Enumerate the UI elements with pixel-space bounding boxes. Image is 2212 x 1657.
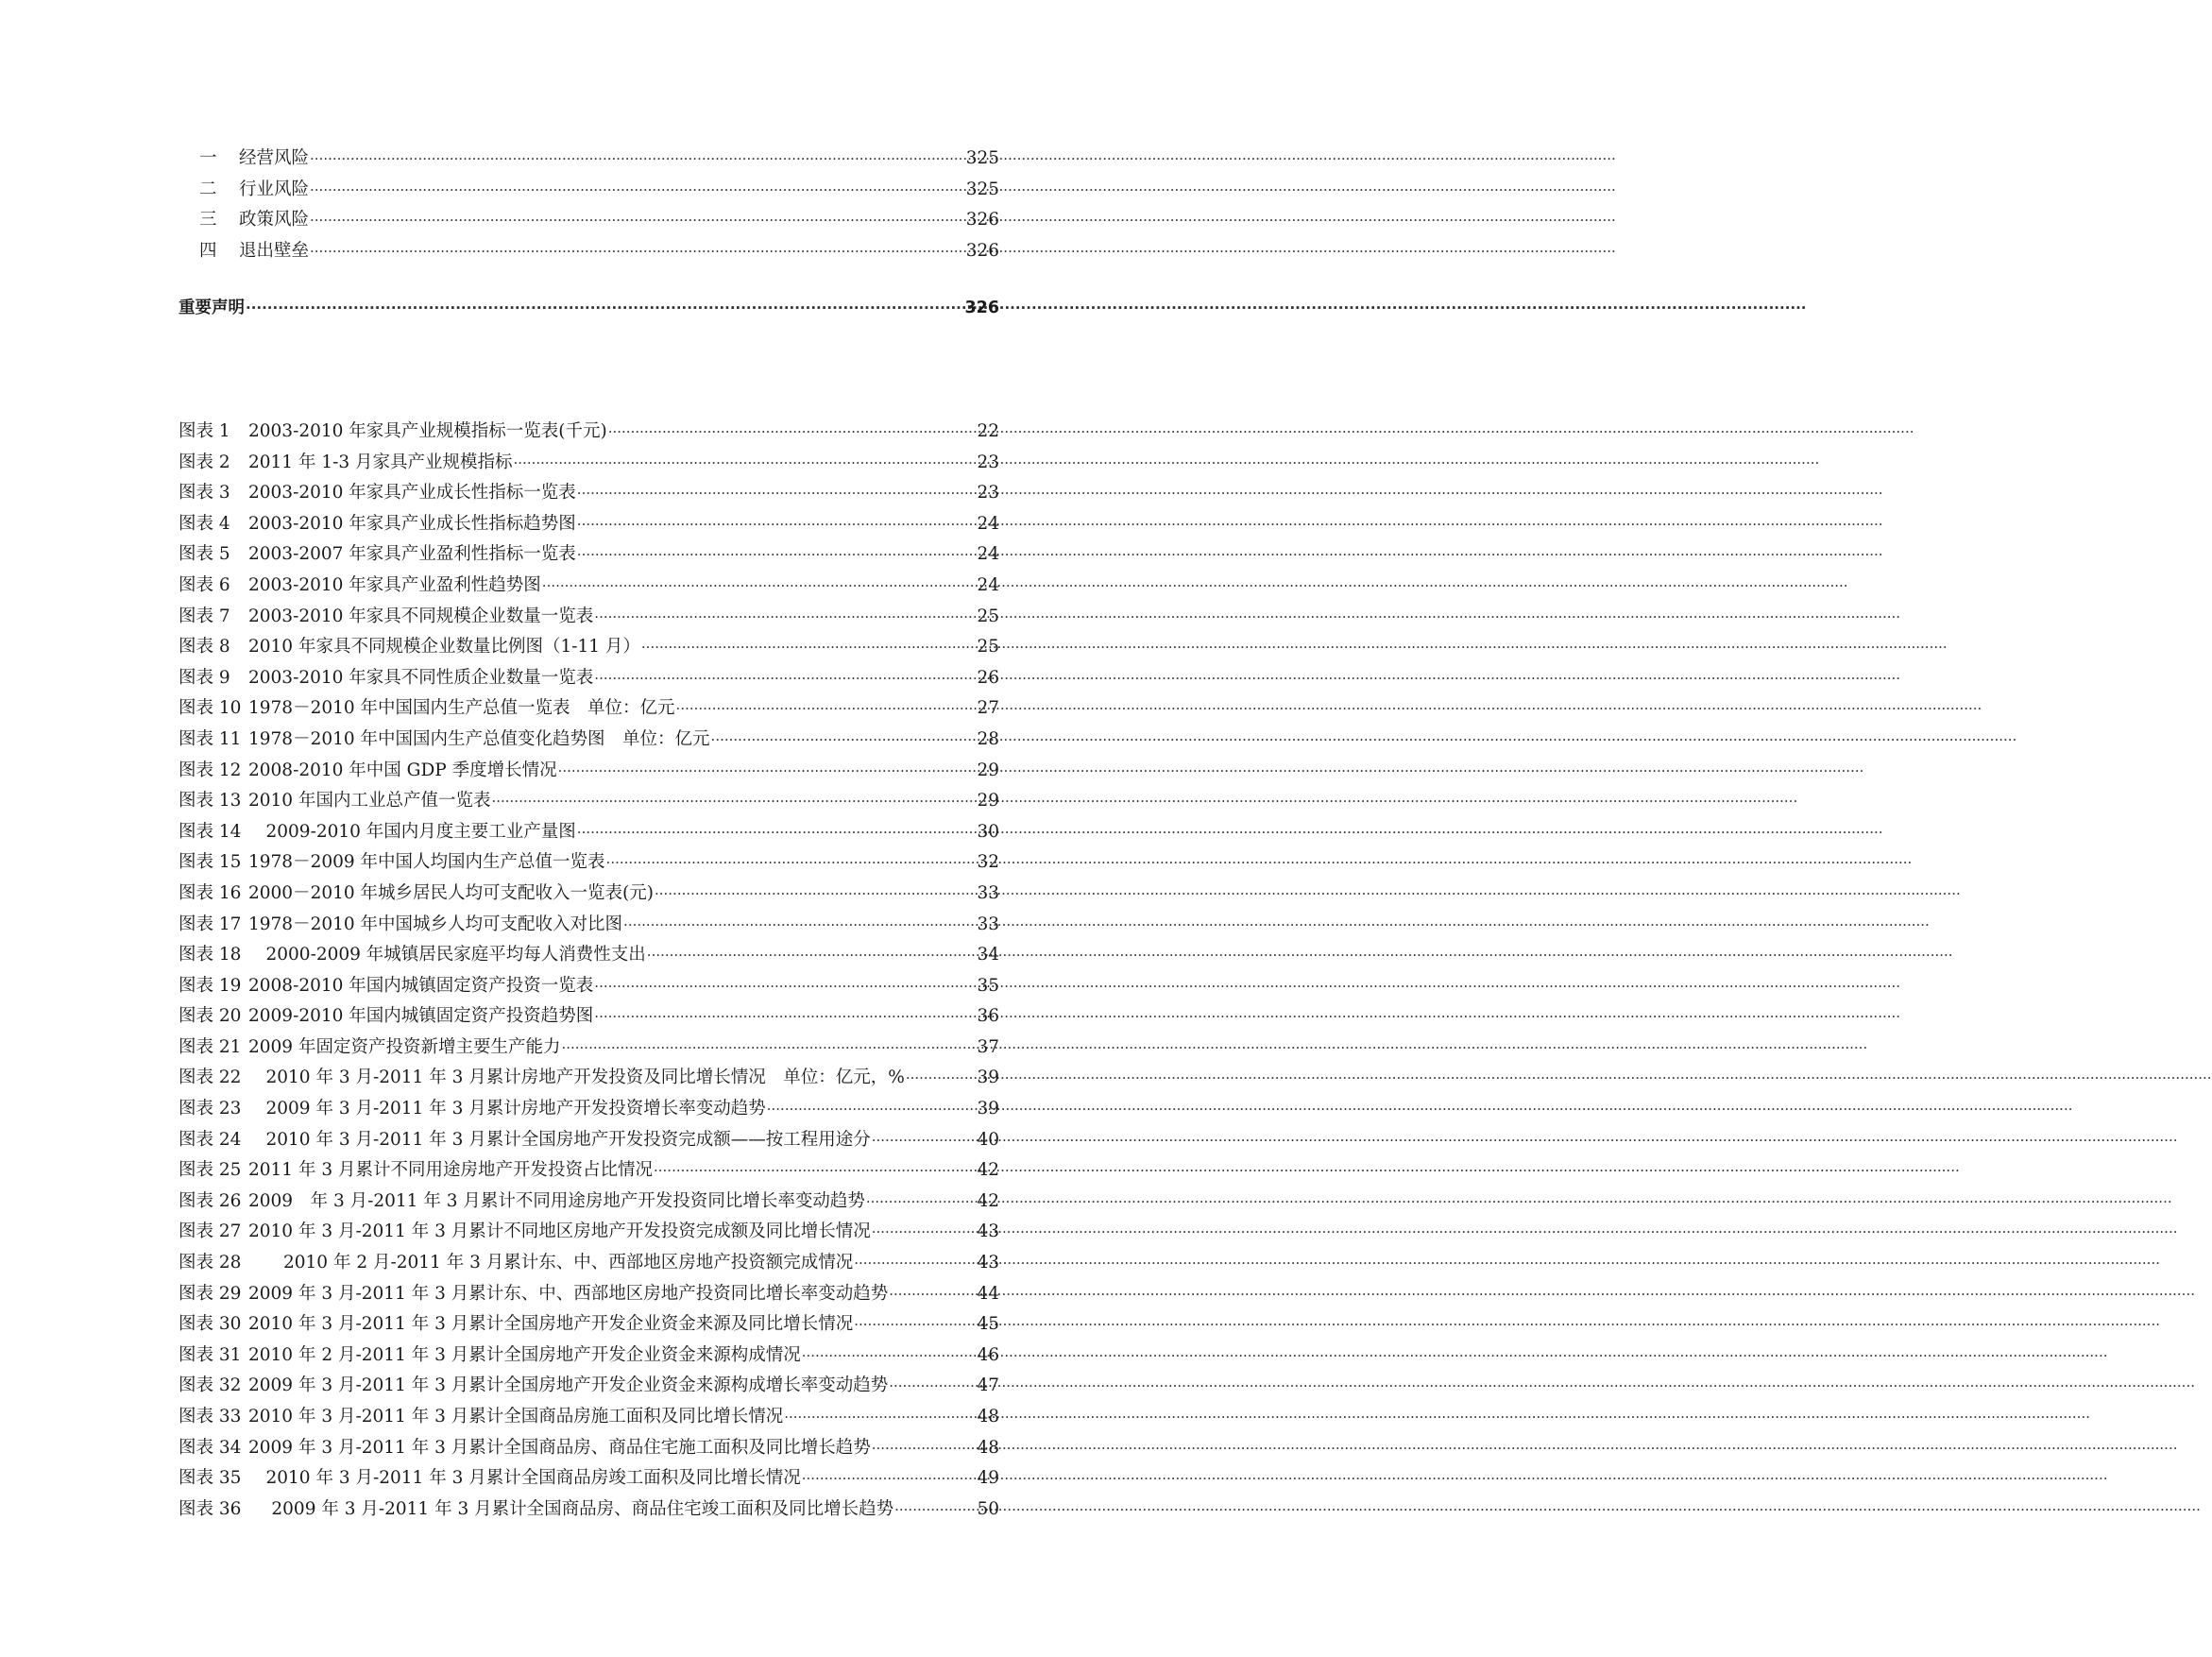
toc-entry-page: 29 xyxy=(977,791,999,811)
toc-entry-figure[interactable] xyxy=(179,417,999,448)
dot-leader xyxy=(594,1001,976,1033)
toc-entry-figure[interactable] xyxy=(179,1279,999,1310)
toc-entry-figure[interactable] xyxy=(179,509,999,540)
dot-leader xyxy=(310,236,965,267)
toc-entry-title: 退出壁垒 xyxy=(239,240,310,261)
toc-entry-page: 33 xyxy=(977,882,999,903)
toc-entry-page: 30 xyxy=(977,821,999,842)
dot-leader xyxy=(872,1433,977,1464)
toc-entry-number: 二 xyxy=(199,179,217,199)
toc-entry-title: 1978－2010 年中国国内生产总值变化趋势图 单位：亿元 xyxy=(248,728,710,749)
toc-entry-number: 图表 22 xyxy=(179,1068,242,1088)
toc-entry-page: 42 xyxy=(977,1190,999,1211)
toc-entry-number: 图表 11 xyxy=(179,728,242,749)
toc-entry-risk[interactable] xyxy=(179,144,999,175)
toc-entry-figure[interactable] xyxy=(179,448,999,479)
toc-entry-number: 图表 3 xyxy=(179,483,230,504)
toc-entry-page: 39 xyxy=(977,1068,999,1088)
dot-leader xyxy=(676,693,977,725)
toc-entry-title: 2000-2009 年城镇居民家庭平均每人消费性支出 xyxy=(248,945,646,965)
toc-entry-title: 2010 年 3 月-2011 年 3 月累计全国商品房竣工面积及同比增长情况 xyxy=(248,1468,801,1489)
toc-entry-title: 2010 年 3 月-2011 年 3 月累计全国房地产开发投资完成额——按工程用途分 xyxy=(248,1129,871,1150)
toc-entry-number: 图表 31 xyxy=(179,1344,242,1365)
toc-entry-figure[interactable] xyxy=(179,940,999,971)
dot-leader xyxy=(594,971,976,1002)
toc-entry-figure[interactable] xyxy=(179,1463,999,1495)
toc-entry-page: 50 xyxy=(977,1498,999,1519)
toc-entry-number: 图表 4 xyxy=(179,513,230,534)
dot-leader xyxy=(542,571,977,602)
toc-entry-number: 图表 9 xyxy=(179,667,230,688)
toc-entry-number: 一 xyxy=(199,148,217,168)
toc-entry-number: 图表 13 xyxy=(179,791,242,811)
toc-entry-page: 28 xyxy=(977,728,999,749)
toc-entry-page: 43 xyxy=(977,1253,999,1273)
toc-entry-page: 37 xyxy=(977,1036,999,1057)
toc-entry-page: 29 xyxy=(977,760,999,780)
toc-entry-figure[interactable] xyxy=(179,1187,999,1218)
dot-leader xyxy=(802,1341,977,1372)
toc-entry-page: 326 xyxy=(965,210,999,231)
toc-entry-title: 2009 年固定资产投资新增主要生产能力 xyxy=(248,1036,561,1057)
toc-entry-page: 24 xyxy=(977,513,999,534)
toc-entry-title: 经营风险 xyxy=(239,148,310,168)
toc-entry-number: 图表 28 xyxy=(179,1253,242,1273)
risk-section-toc xyxy=(179,144,999,266)
toc-entry-figure[interactable] xyxy=(179,571,999,602)
toc-entry-figure[interactable] xyxy=(179,663,999,694)
dot-leader xyxy=(606,847,977,879)
toc-entry-number: 图表 19 xyxy=(179,975,242,996)
toc-entry-page: 27 xyxy=(977,698,999,719)
toc-entry-page: 24 xyxy=(977,544,999,565)
toc-entry-title: 2009 年 3 月-2011 年 3 月累计房地产开发投资增长率变动趋势 xyxy=(248,1099,766,1119)
toc-entry-figure[interactable] xyxy=(179,756,999,787)
toc-entry-figure[interactable] xyxy=(179,1094,999,1125)
dot-leader xyxy=(558,756,977,787)
toc-entry-title: 2010 年 3 月-2011 年 3 月累计不同地区房地产开发投资完成额及同比增长情况 xyxy=(248,1221,871,1242)
toc-entry-figure[interactable] xyxy=(179,1033,999,1064)
toc-entry-figure[interactable] xyxy=(179,602,999,633)
toc-entry-title: 政策风险 xyxy=(239,210,310,231)
toc-entry-figure[interactable] xyxy=(179,1217,999,1248)
toc-entry-figure[interactable] xyxy=(179,1402,999,1433)
toc-entry-title: 行业风险 xyxy=(239,179,310,199)
toc-entry-title: 2009 年 3 月-2011 年 3 月累计全国商品房、商品住宅施工面积及同比增长趋势 xyxy=(248,1437,871,1458)
toc-entry-title: 2010 年国内工业总产值一览表 xyxy=(248,791,491,811)
toc-entry-page: 24 xyxy=(977,574,999,595)
toc-entry-title: 2008-2010 年国内城镇固定资产投资一览表 xyxy=(248,975,594,996)
toc-entry-page: 39 xyxy=(977,1099,999,1119)
toc-entry-title: 2010 年 2 月-2011 年 3 月累计全国房地产开发企业资金来源构成情况 xyxy=(248,1344,801,1365)
dot-leader xyxy=(577,509,977,540)
dot-leader xyxy=(854,1248,976,1279)
dot-leader xyxy=(872,1217,977,1248)
dot-leader xyxy=(866,1187,977,1218)
toc-entry-page: 326 xyxy=(965,240,999,261)
toc-entry-page: 45 xyxy=(977,1314,999,1335)
toc-entry-title: 1978－2010 年中国城乡人均可支配收入对比图 xyxy=(248,914,623,934)
toc-entry-number: 图表 24 xyxy=(179,1129,242,1150)
toc-entry-page: 47 xyxy=(977,1375,999,1396)
toc-entry-figure[interactable] xyxy=(179,1155,999,1187)
toc-entry-title: 2009-2010 年国内城镇固定资产投资趋势图 xyxy=(248,1006,594,1027)
toc-entry-figure[interactable] xyxy=(179,879,999,910)
toc-entry-title: 2003-2010 年家具产业盈利性趋势图 xyxy=(248,574,541,595)
toc-entry-page: 48 xyxy=(977,1407,999,1426)
toc-entry-page: 33 xyxy=(977,914,999,934)
toc-entry-figure[interactable] xyxy=(179,817,999,848)
toc-entry-number: 图表 15 xyxy=(179,852,242,873)
dot-leader xyxy=(594,602,976,633)
toc-entry-figure[interactable] xyxy=(179,693,999,725)
toc-entry-title: 2009-2010 年国内月度主要工业产量图 xyxy=(248,821,576,842)
toc-entry-number: 图表 33 xyxy=(179,1407,242,1426)
dot-leader xyxy=(641,632,977,663)
toc-entry-number: 图表 6 xyxy=(179,574,230,595)
dot-leader xyxy=(608,417,977,448)
toc-entry-number: 图表 12 xyxy=(179,760,242,780)
toc-entry-page: 23 xyxy=(977,483,999,504)
toc-entry-page: 23 xyxy=(977,452,999,472)
toc-entry-number: 图表 25 xyxy=(179,1160,242,1181)
toc-entry-number: 图表 8 xyxy=(179,637,230,658)
toc-entry-title: 2010 年 3 月-2011 年 3 月累计房地产开发投资及同比增长情况 单位：亿元，% xyxy=(248,1068,905,1088)
dot-leader xyxy=(647,940,977,971)
toc-entry-page: 326 xyxy=(964,299,999,317)
toc-entry-figure[interactable] xyxy=(179,1125,999,1156)
toc-entry-number: 图表 30 xyxy=(179,1314,242,1335)
toc-entry-title: 2011 年 1-3 月家具产业规模指标 xyxy=(248,452,513,472)
toc-entry-figure[interactable] xyxy=(179,725,999,756)
toc-entry-title: 2003-2010 年家具不同规模企业数量一览表 xyxy=(248,606,594,626)
dot-leader xyxy=(491,786,976,817)
toc-entry-figure[interactable] xyxy=(179,910,999,941)
figure-list-toc xyxy=(179,417,999,1525)
dot-leader xyxy=(784,1402,976,1433)
dot-leader xyxy=(654,1155,976,1187)
toc-entry-figure[interactable] xyxy=(179,632,999,663)
toc-entry-figure[interactable] xyxy=(179,847,999,879)
dot-leader xyxy=(577,817,977,848)
toc-entry-figure[interactable] xyxy=(179,1341,999,1372)
toc-entry-number: 图表 26 xyxy=(179,1190,242,1211)
dot-leader xyxy=(906,1063,977,1094)
toc-entry-figure[interactable] xyxy=(179,1001,999,1033)
toc-entry-number: 图表 18 xyxy=(179,945,242,965)
dot-leader xyxy=(594,663,976,694)
toc-entry-title: 2010 年 3 月-2011 年 3 月累计全国商品房施工面积及同比增长情况 xyxy=(248,1407,784,1426)
dot-leader xyxy=(514,448,977,479)
toc-entry-page: 46 xyxy=(977,1344,999,1365)
toc-entry-figure[interactable] xyxy=(179,539,999,571)
toc-entry-title: 2000－2010 年城乡居民人均可支配收入一览表(元) xyxy=(248,882,654,903)
toc-entry-title: 2003-2010 年家具产业成长性指标一览表 xyxy=(248,483,576,504)
toc-entry-figure[interactable] xyxy=(179,1248,999,1279)
toc-entry-page: 22 xyxy=(977,421,999,441)
toc-entry-title: 2011 年 3 月累计不同用途房地产开发投资占比情况 xyxy=(248,1160,653,1181)
toc-entry-risk[interactable] xyxy=(179,236,999,267)
toc-entry-title: 1978－2010 年中国国内生产总值一览表 单位：亿元 xyxy=(248,698,675,719)
toc-entry-title: 2003-2007 年家具产业盈利性指标一览表 xyxy=(248,544,576,565)
toc-entry-number: 图表 10 xyxy=(179,698,242,719)
toc-entry-page: 40 xyxy=(977,1129,999,1150)
dot-leader xyxy=(310,175,965,206)
toc-entry-number: 图表 20 xyxy=(179,1006,242,1027)
toc-entry-number: 图表 27 xyxy=(179,1221,242,1242)
dot-leader xyxy=(802,1463,977,1495)
dot-leader xyxy=(889,1371,976,1402)
toc-entry-page: 42 xyxy=(977,1160,999,1181)
toc-entry-risk[interactable] xyxy=(179,175,999,206)
toc-entry-page: 36 xyxy=(977,1006,999,1027)
toc-entry-page: 325 xyxy=(965,179,999,199)
toc-entry-number: 图表 2 xyxy=(179,452,230,472)
toc-entry-figure[interactable] xyxy=(179,786,999,817)
toc-entry-title: 重要声明 xyxy=(179,299,245,317)
declaration-toc xyxy=(179,293,999,324)
toc-entry-title: 2010 年 3 月-2011 年 3 月累计全国房地产开发企业资金来源及同比增长情况 xyxy=(248,1314,854,1335)
toc-entry-page: 35 xyxy=(977,975,999,996)
dot-leader xyxy=(623,910,976,941)
toc-entry-number: 图表 35 xyxy=(179,1468,242,1489)
toc-entry-page: 34 xyxy=(977,945,999,965)
toc-entry-number: 图表 16 xyxy=(179,882,242,903)
toc-entry-title: 2003-2010 年家具产业成长性指标趋势图 xyxy=(248,513,576,534)
toc-entry-figure[interactable] xyxy=(179,1495,999,1526)
toc-entry-title: 2003-2010 年家具产业规模指标一览表(千元) xyxy=(248,421,607,441)
toc-entry-page: 25 xyxy=(977,606,999,626)
toc-entry-page: 26 xyxy=(977,667,999,688)
toc-entry-number: 图表 29 xyxy=(179,1283,242,1304)
toc-entry-number: 图表 36 xyxy=(179,1498,242,1519)
dot-leader xyxy=(310,205,965,236)
toc-entry-number: 图表 7 xyxy=(179,606,230,626)
toc-entry-page: 49 xyxy=(977,1468,999,1489)
toc-entry-page: 44 xyxy=(977,1283,999,1304)
toc-entry-page: 43 xyxy=(977,1221,999,1242)
toc-entry-figure[interactable] xyxy=(179,1371,999,1402)
dot-leader xyxy=(577,539,977,571)
toc-entry-page: 25 xyxy=(977,637,999,658)
toc-entry-title: 2009 年 3 月-2011 年 3 月累计全国商品房、商品住宅竣工面积及同比增长趋势 xyxy=(248,1498,894,1519)
toc-entry-title: 2009 年 3 月-2011 年 3 月累计不同用途房地产开发投资同比增长率变动趋势 xyxy=(248,1190,865,1211)
toc-entry-title: 2003-2010 年家具不同性质企业数量一览表 xyxy=(248,667,594,688)
toc-entry-figure[interactable] xyxy=(179,971,999,1002)
toc-entry-title: 2010 年 2 月-2011 年 3 月累计东、中、西部地区房地产投资额完成情况 xyxy=(248,1253,854,1273)
toc-entry-figure[interactable] xyxy=(179,1063,999,1094)
toc-entry-number: 图表 1 xyxy=(179,421,230,441)
toc-entry-number: 图表 32 xyxy=(179,1375,242,1396)
toc-entry-title: 1978－2009 年中国人均国内生产总值一览表 xyxy=(248,852,605,873)
toc-entry-number: 图表 21 xyxy=(179,1036,242,1057)
toc-entry-title: 2009 年 3 月-2011 年 3 月累计全国房地产开发企业资金来源构成增长率变动趋势 xyxy=(248,1375,889,1396)
toc-entry-title: 2009 年 3 月-2011 年 3 月累计东、中、西部地区房地产投资同比增长率变动趋势 xyxy=(248,1283,889,1304)
toc-entry-page: 325 xyxy=(965,148,999,168)
toc-entry-number: 图表 34 xyxy=(179,1437,242,1458)
toc-entry-figure[interactable] xyxy=(179,1433,999,1464)
toc-entry-risk[interactable] xyxy=(179,205,999,236)
toc-entry-figure[interactable] xyxy=(179,478,999,509)
toc-entry-number: 三 xyxy=(199,210,217,231)
toc-entry-page: 32 xyxy=(977,852,999,873)
dot-leader xyxy=(246,293,963,324)
dot-leader xyxy=(577,478,977,509)
toc-entry-number: 四 xyxy=(199,240,217,261)
dot-leader xyxy=(889,1279,976,1310)
toc-entry-number: 图表 17 xyxy=(179,914,242,934)
dot-leader xyxy=(872,1125,977,1156)
toc-entry-title: 2008-2010 年中国 GDP 季度增长情况 xyxy=(248,760,557,780)
toc-entry-number: 图表 23 xyxy=(179,1099,242,1119)
toc-entry-number: 图表 5 xyxy=(179,544,230,565)
toc-entry-figure[interactable] xyxy=(179,1309,999,1341)
dot-leader xyxy=(561,1033,976,1064)
toc-entry-page: 48 xyxy=(977,1437,999,1458)
dot-leader xyxy=(894,1495,976,1526)
dot-leader xyxy=(854,1309,976,1341)
toc-entry-title: 2010 年家具不同规模企业数量比例图（1-11 月） xyxy=(248,637,640,658)
dot-leader xyxy=(711,725,977,756)
toc-entry-declaration[interactable] xyxy=(179,293,999,324)
toc-entry-number: 图表 14 xyxy=(179,821,242,842)
dot-leader xyxy=(767,1094,977,1125)
dot-leader xyxy=(655,879,976,910)
dot-leader xyxy=(310,144,965,175)
